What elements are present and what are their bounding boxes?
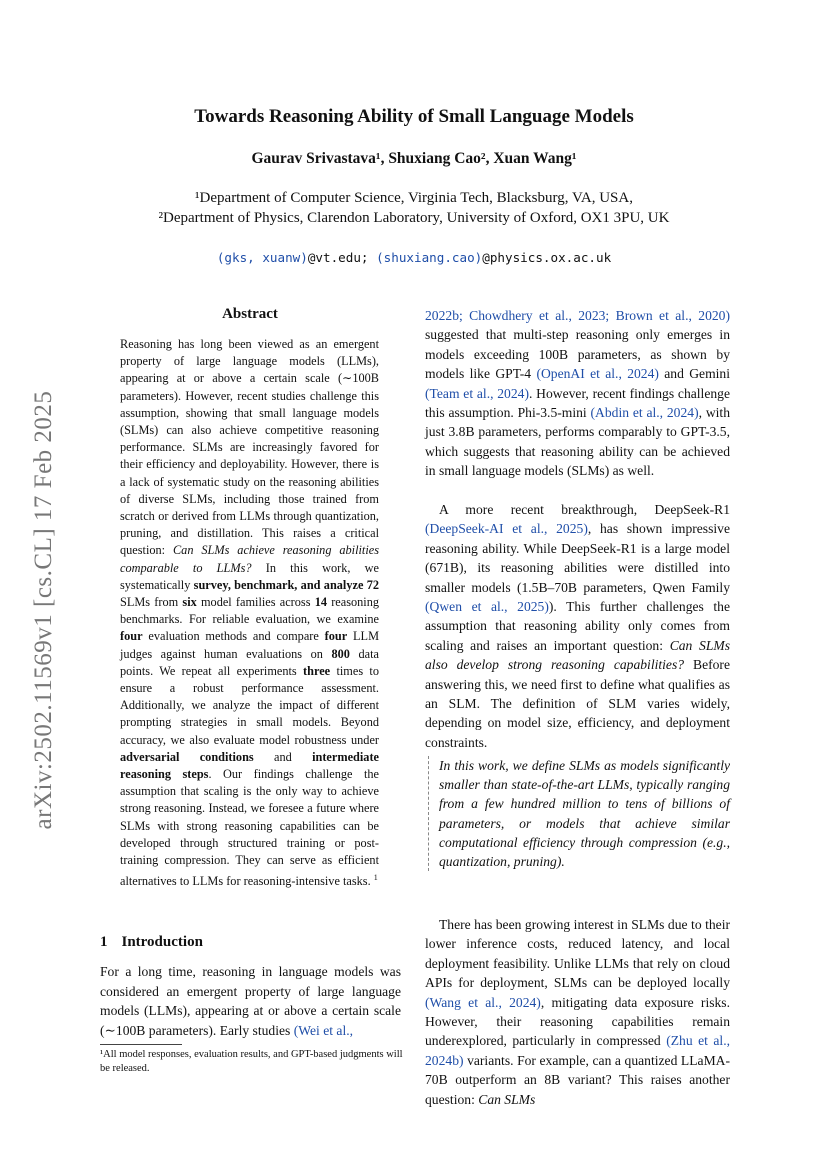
citation-link[interactable]: (OpenAI et al., 2024) <box>536 366 659 382</box>
citation-link[interactable]: (Wei et al., <box>293 1022 354 1038</box>
abstract-emphasis: six <box>182 595 197 610</box>
footnote-marker[interactable]: 1 <box>373 873 378 883</box>
affiliation-2: ²Department of Physics, Clarendon Laboratory, University of Oxford, OX1 3PU, UK <box>158 210 670 226</box>
abstract-emphasis: adversarial conditions <box>120 749 254 764</box>
slm-definition-text: In this work, we define SLMs as models significantly smaller than state-of-the-art LLMs, typically ranging from a few hundred million to tens of billions of parameters, or models that achieve similar computational efficiency through compression (e.g., quantization, pruning). <box>439 758 730 870</box>
abstract-text: . Our findings challenge the assumption that scaling is the only way to achieve strong reasoning. Instead, we foresee a future where SLMs with strong reasoning capabilities can be developed through structured training or post-training compression. They can serve as efficient alternatives to LLMs for reasoning-intensive tasks. <box>120 767 380 889</box>
footnote-divider <box>100 1044 182 1045</box>
research-question: Can SLMs <box>478 1091 536 1107</box>
abstract-emphasis: three <box>303 663 331 678</box>
abstract-emphasis: four <box>324 629 348 644</box>
citation-link[interactable]: (Team et al., 2024) <box>425 385 529 401</box>
email-domain-oxford: @physics.ox.ac.uk <box>482 250 612 265</box>
section-number: 1 <box>100 934 108 950</box>
intro-text: For a long time, reasoning in language models was considered an emergent property of large language models (LLMs), appearing at or above a certain scale (∼100B parameters). Early studies <box>100 964 401 1038</box>
abstract-heading: Abstract <box>222 306 278 322</box>
section-heading-introduction <box>100 934 203 951</box>
abstract-text: SLMs from <box>120 595 183 610</box>
citation-link[interactable]: (Qwen et al., 2025) <box>425 599 549 615</box>
abstract-text: In this work, we systematically <box>120 560 379 592</box>
abstract-emphasis: 14 <box>314 595 327 610</box>
body-text: and Gemini <box>658 366 730 382</box>
right-column-para-1 <box>425 306 730 481</box>
arxiv-identifier: arXiv:2502.11569v1 [cs.CL] 17 Feb 2025 <box>30 390 57 830</box>
abstract-question: Can SLMs achieve reasoning abilities comparable to LLMs? <box>120 543 379 575</box>
arxiv-sidebar-stamp <box>26 330 62 890</box>
abstract-emphasis: 800 <box>331 646 350 661</box>
body-text: Before answering this, we need first to define what qualifies as an SLM. The definition of SLM varies widely, depending on model size, efficiency, and deployment constraints. <box>425 657 730 750</box>
body-text: . However, recent findings challenge this assumption. Phi-3.5-mini <box>425 385 730 421</box>
citation-link[interactable]: (Wang et al., 2024) <box>425 994 541 1010</box>
abstract-text: model families across <box>196 595 315 610</box>
body-text: A more recent breakthrough, DeepSeek-R1 <box>439 502 730 517</box>
email-link-vt[interactable]: (gks, xuanw) <box>216 250 308 265</box>
abstract-text: Reasoning has long been viewed as an emergent property of large language models (LLMs), appearing at or above a certain scale (∼100B parameters). However, recent studies challenge this assumption, showing that small language models (SLMs) can also achieve competitive reasoning performance. SLMs are increasingly favored for their efficiency and deployability. However, there is a lack of systematic study on the reasoning abilities of diverse SLMs, including those trained from scratch or derived from LLMs through quantization, pruning, and distillation. This raises a critical question: <box>120 337 379 558</box>
body-text: There has been growing interest in SLMs due to their lower inference costs, reduced latency, and local deployment feasibility. Unlike LLMs that rely on cloud APIs for deployment, SLMs can be deployed locally <box>425 917 730 991</box>
abstract-text: reasoning benchmarks. For reliable evaluation, we examine <box>120 595 380 627</box>
abstract-emphasis: survey, benchmark, and analyze 72 <box>193 577 380 592</box>
paper-title: Towards Reasoning Ability of Small Language Models <box>194 106 634 127</box>
intro-paragraph <box>100 962 401 1040</box>
slm-definition-box <box>428 756 730 871</box>
citation-link[interactable]: (Zhu et al., 2024b) <box>425 1033 730 1068</box>
footnote: ¹All model responses, evaluation results, and GPT-based judgments will be released. <box>100 1049 403 1074</box>
right-column-para-3 <box>425 915 730 1109</box>
abstract-text: times to ensure a robust performance assessment. Additionally, we analyze the impact of different prompting strategies in small models. Beyond accuracy, we also evaluate model robustness under <box>120 663 379 747</box>
citation-link[interactable]: 2022b; Chowdhery et al., 2023; Brown et al., 2020) <box>425 308 730 323</box>
body-text: , has shown impressive reasoning ability. While DeepSeek-R1 is a large model (671B), its reasoning abilities were distilled into smaller models (1.5B–70B parameters, Qwen Family <box>425 521 730 595</box>
abstract-text: LLM judges against human evaluations on <box>120 629 380 661</box>
abstract-text: evaluation methods and compare <box>142 629 325 644</box>
abstract-text: data points. We repeat all experiments <box>120 646 379 678</box>
abstract-text: and <box>253 749 313 764</box>
citation-link[interactable]: (Abdin et al., 2024) <box>590 405 699 421</box>
body-text: , with just 3.8B parameters, performs comparably to GPT-3.5, which suggests that reasoning ability can be achieved in small language models (SLMs) as well. <box>425 405 730 479</box>
author-emails <box>0 250 828 265</box>
body-text: ). This further challenges the assumption that reasoning ability only comes from scaling and raises an important question: <box>425 599 730 653</box>
research-question: Can SLMs also develop strong reasoning capabilities? <box>425 637 730 673</box>
right-column-para-2 <box>425 500 730 752</box>
abstract-emphasis: intermediate reasoning steps <box>120 749 380 782</box>
abstract-emphasis: four <box>120 629 143 644</box>
email-link-oxford[interactable]: (shuxiang.cao) <box>376 250 483 265</box>
abstract-body <box>120 336 379 891</box>
author-list: Gaurav Srivastava¹, Shuxiang Cao², Xuan Wang¹ <box>251 150 577 167</box>
email-domain-vt: @vt.edu; <box>307 250 377 265</box>
citation-link[interactable]: (DeepSeek-AI et al., 2025) <box>425 521 588 537</box>
affiliation-1: ¹Department of Computer Science, Virginia Tech, Blacksburg, VA, USA, <box>195 190 633 206</box>
section-title: Introduction <box>121 934 203 950</box>
body-text: , mitigating data exposure risks. However, their reasoning capabilities remain underexplored, particularly in compressed <box>425 994 730 1049</box>
body-text: suggested that multi-step reasoning only emerges in models exceeding 100B parameters, as shown by models like GPT-4 <box>425 327 730 382</box>
body-text: variants. For example, can a quantized LLaMA-70B outperform an 8B variant? This raises another question: <box>425 1052 730 1107</box>
